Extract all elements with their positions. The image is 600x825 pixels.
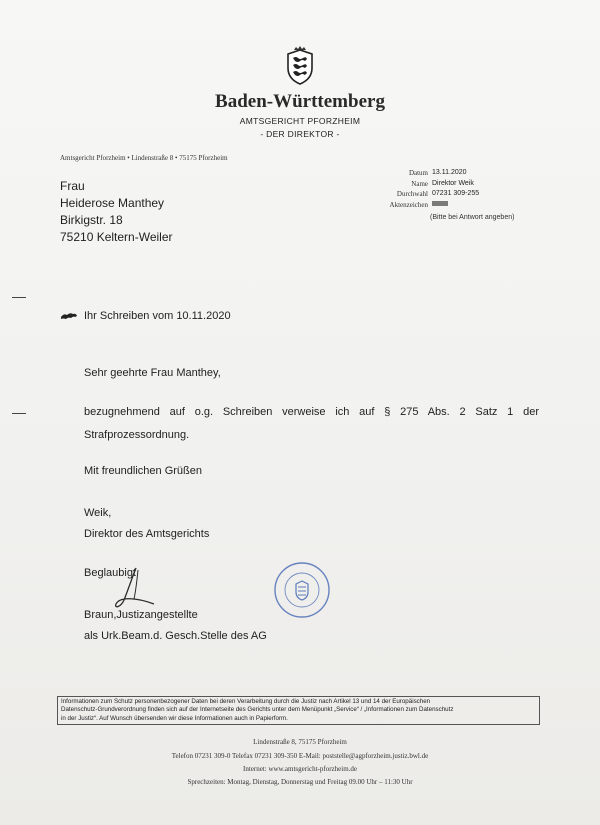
court-seal-stamp: [272, 560, 332, 620]
name-label: Name: [411, 179, 428, 188]
body-line-1: bezugnehmend auf o.g. Schreiben verweise ich auf § 275 Abs. 2 Satz 1 der: [84, 406, 539, 418]
letter-meta: [350, 168, 479, 210]
signer-title: Direktor des Amtsgerichts: [84, 528, 210, 540]
signer-name: Weik,: [84, 507, 112, 519]
certified-label: Beglaubigt: [84, 567, 136, 579]
closing: Mit freundlichen Grüßen: [84, 465, 202, 477]
phone-value: 07231 309-255: [432, 190, 480, 197]
recipient-street: Birkigstr. 18: [60, 213, 123, 227]
footer-contact: Telefon 07231 309-0 Telefax 07231 309-350 E-Mail: poststelle@agpforzheim.justiz.bwl.de: [171, 752, 429, 760]
footer-address: Lindenstraße 8, 75175 Pforzheim: [253, 738, 347, 746]
recipient-name: Heiderose Manthey: [60, 196, 165, 210]
phone-label: Durchwahl: [396, 190, 428, 198]
privacy-line-1: Informationen zum Schutz personenbezogener Daten bei deren Verarbeitung durch die Justiz nach Artikel 13 und 14 der Europäischen: [61, 698, 431, 705]
recipient-city: 75210 Keltern-Weiler: [60, 230, 173, 244]
clerk-title: als Urk.Beam.d. Gesch.Stelle des AG: [84, 630, 267, 642]
privacy-line-2: Datenschutz-Grundverordnung finden sich auf der Internetseite des Gerichts unter dem Menüpunkt „Service“ / „Informationen zum Datenschutz: [61, 706, 454, 714]
fold-mark: [12, 297, 26, 298]
privacy-line-3: in der Justiz“. Auf Wunsch übersenden wir diese Informationen auch in Papierform.: [61, 714, 288, 722]
signature-icon: [108, 566, 178, 611]
lion-icon: [60, 311, 78, 321]
date-label: Datum: [408, 169, 428, 177]
sender-line: Amtsgericht Pforzheim • Lindenstraße 8 • 75175 Pforzheim: [60, 154, 228, 162]
state-name: Baden-Württemberg: [215, 91, 385, 112]
director-heading: - DER DIREKTOR -: [260, 129, 340, 139]
subject-text: Ihr Schreiben vom 10.11.2020: [84, 310, 231, 322]
recipient-salutation: Frau: [60, 179, 85, 193]
file-number-label: Aktenzeichen: [389, 200, 428, 209]
coat-of-arms-icon: [284, 46, 316, 86]
body-line-2: Strafprozessordnung.: [84, 429, 190, 441]
court-name: AMTSGERICHT PFORZHEIM: [239, 116, 361, 126]
subject-line: [60, 310, 231, 322]
footer-web: Internet: www.amtsgericht-pforzheim.de: [242, 765, 358, 773]
file-number-redacted: [432, 201, 448, 206]
reply-note: (Bitte bei Antwort angeben): [430, 214, 515, 221]
privacy-notice: [57, 696, 540, 725]
date-value: 13.11.2020: [432, 169, 467, 176]
greeting: Sehr geehrte Frau Manthey,: [84, 367, 221, 379]
recipient-address: [60, 178, 173, 246]
name-value: Direktor Weik: [432, 179, 474, 187]
punch-mark: [12, 413, 26, 414]
clerk-name: Braun,Justizangestellte: [84, 609, 198, 621]
footer-hours: Sprechzeiten: Montag, Dienstag, Donnerstag und Freitag 09.00 Uhr – 11:30 Uhr: [187, 778, 413, 786]
